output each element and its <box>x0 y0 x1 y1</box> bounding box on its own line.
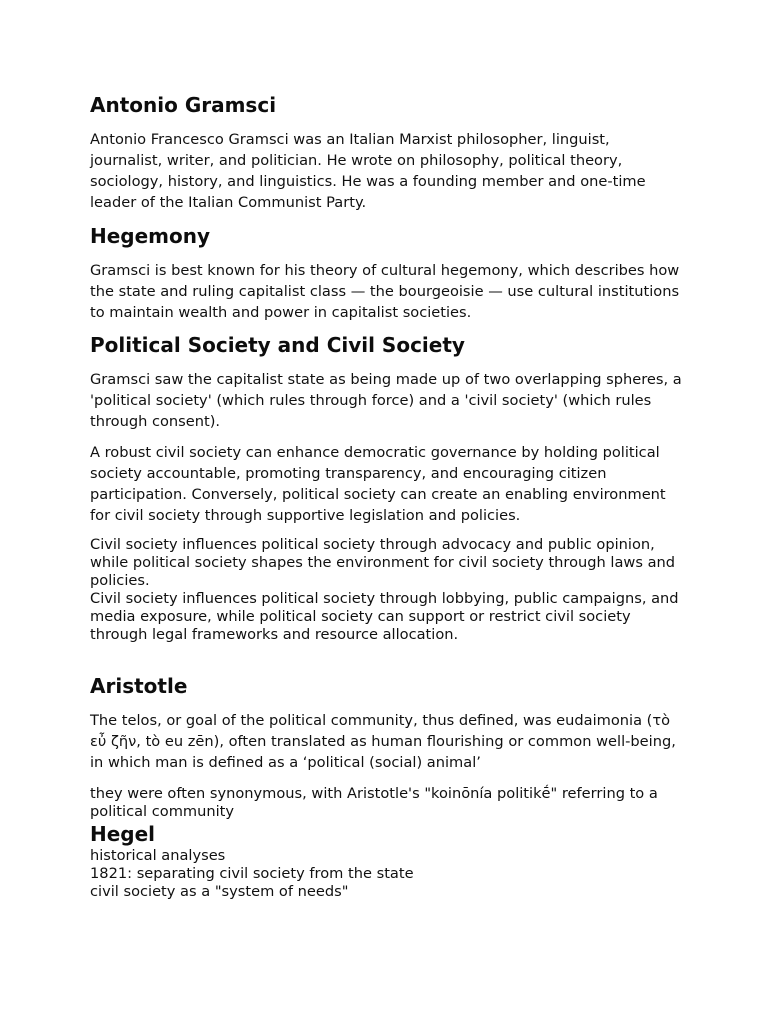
heading-political-civil-society: Political Society and Civil Society <box>90 333 465 357</box>
paragraph-two-spheres: Gramsci saw the capitalist state as being made up of two overlapping spheres, a 'political society' (which rules through force) and a 'civil society' (which rules through consent). <box>90 371 682 430</box>
paragraph-advocacy: Civil society influences political society through advocacy and public opinion, while political society shapes the environment for civil society through laws and policies. <box>90 536 676 589</box>
heading-aristotle: Aristotle <box>90 674 188 698</box>
hegel-note-line: 1821: separating civil society from the state <box>90 865 414 882</box>
hegel-notes <box>90 847 682 901</box>
paragraph-koinonia: they were often synonymous, with Aristotle's "koinōnía politikḗ" referring to a political community <box>90 785 658 820</box>
paragraph-telos: The telos, or goal of the political community, thus defined, was eudaimonia (τὸ εὖ ζῆν, tò eu zēn), often translated as human flourishing or common well-being, in which man is defined as a ‘political (social) animal’ <box>90 712 676 771</box>
heading-hegemony: Hegemony <box>90 224 211 248</box>
paragraph-hegemony: Gramsci is best known for his theory of cultural hegemony, which describes how the state and ruling capitalist class — the bourgeoisie — use cultural institutions to maintain wealth and power in capitalist societies. <box>90 262 680 321</box>
paragraph-robust-civil-society: A robust civil society can enhance democratic governance by holding political society accountable, promoting transparency, and encouraging citizen participation. Conversely, political society can create an enabling environment for civil society through supportive legislation and policies. <box>90 444 666 524</box>
hegel-note-line: civil society as a "system of needs" <box>90 883 349 900</box>
paragraph-gramsci-bio: Antonio Francesco Gramsci was an Italian Marxist philosopher, linguist, journalist, writer, and politician. He wrote on philosophy, political theory, sociology, history, and linguistics. He was a founding member and one-time leader of the Italian Communist Party. <box>90 131 646 211</box>
heading-hegel: Hegel <box>90 822 156 846</box>
document-page <box>90 92 682 901</box>
hegel-note-line: historical analyses <box>90 847 226 864</box>
paragraph-lobbying: Civil society influences political society through lobbying, public campaigns, and media exposure, while political society can support or restrict civil society through legal frameworks and resource allocation. <box>90 590 679 643</box>
heading-antonio-gramsci: Antonio Gramsci <box>90 93 277 117</box>
